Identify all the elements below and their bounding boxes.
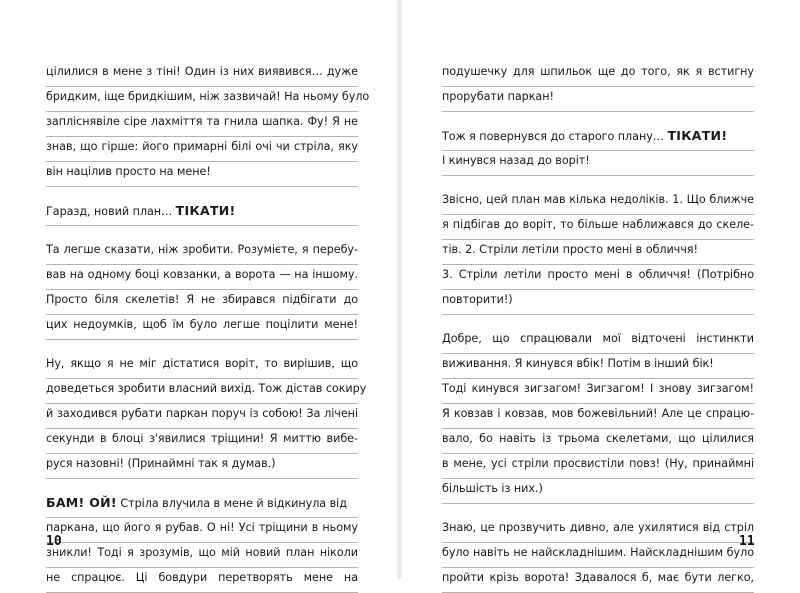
- page-number: 10: [46, 534, 62, 549]
- text-line: в мене, усі стріли просвистіли повз! (Ну, принаймні: [442, 454, 754, 479]
- text-line: повторити!): [442, 290, 754, 315]
- paragraph: [442, 126, 754, 176]
- text-line: подушечку для шпильок ще до того, як я встигну: [442, 62, 754, 87]
- text-line: більшість із них.): [442, 479, 754, 504]
- text-line: й заходився рубати паркан поруч із собою! За лічені: [46, 404, 358, 429]
- page-number: 11: [739, 534, 755, 549]
- left-text-column: [46, 62, 370, 593]
- paragraph: [46, 201, 358, 226]
- paragraph: [46, 240, 358, 340]
- paragraph: [46, 62, 370, 187]
- text-line: зникли! Тоді я зрозумів, що мій новий план ніколи: [46, 543, 358, 568]
- text-line: він націлив просто на мене!: [46, 162, 358, 187]
- text-line: не спрацює. Ці бовдури перетворять мене на: [46, 568, 358, 593]
- text-line: цих недоумків, щоб їм було легше поцілити мене!: [46, 315, 358, 340]
- text-line: Ну, якщо я не міг дістатися воріт, то вирішив, що: [46, 354, 358, 379]
- text-line: вав на одному боці ковзанки, а ворота — на іншому.: [46, 265, 358, 290]
- text-line: знав, що гірше: його примарні білі очі чи стріла, яку: [46, 137, 358, 162]
- left-page: [0, 0, 398, 584]
- text-span: Тож я повернувся до старого плану…: [442, 130, 664, 143]
- text-line: Добре, що спрацювали мої відточені інстинкти: [442, 329, 754, 354]
- text-line: доведеться зробити власний вихід. Тож дістав сокиру: [46, 379, 358, 404]
- shout-punct: !: [229, 203, 236, 218]
- text-line: тів. 2. Стріли летіли просто мені в обличчя!: [442, 240, 754, 265]
- text-line: запліснявіле сіре лахміття та гнила шапка. Фу! Я не: [46, 112, 358, 137]
- text-line: цілилися в мене з тіні! Один із них виявився… дуже: [46, 62, 358, 87]
- paragraph: [442, 518, 754, 593]
- text-line: [46, 493, 358, 518]
- right-page: [402, 0, 800, 584]
- text-line: Та легше сказати, ніж зробити. Розумієте, я перебу-: [46, 240, 358, 265]
- text-span: Стріла влучила в мене й відкинула від: [116, 497, 347, 510]
- text-line: Звісно, цей план мав кілька недоліків. 1. Що ближче: [442, 190, 754, 215]
- text-line: Просто біля скелетів! Я не збирався підбігати до: [46, 290, 358, 315]
- paragraph: [46, 493, 358, 593]
- paragraph: [46, 354, 367, 479]
- text-line: пройти крізь ворота! Здавалося б, має бути легко,: [442, 568, 754, 593]
- paragraph: [442, 62, 754, 112]
- text-line: руся назовні! (Принаймні так я думав.): [46, 454, 358, 479]
- text-line: паркана, що його я рубав. О ні! Усі тріщини в ньому: [46, 518, 358, 543]
- paragraph: [442, 329, 754, 504]
- text-line: [46, 201, 358, 226]
- text-line: Я ковзав і ковзав, мов божевільний! Але це спрацю-: [442, 404, 754, 429]
- text-line: прорубати паркан!: [442, 87, 754, 112]
- shout-word: БАМ! ОЙ!: [46, 495, 117, 510]
- paragraph: [442, 190, 754, 315]
- right-text-column: [442, 62, 754, 593]
- text-line: Тоді кинувся зигзагом! Зигзагом! І знову зигзагом!: [442, 379, 754, 404]
- text-line: бридким, іще бридкішим, ніж зазвичай! На ньому було: [46, 87, 358, 112]
- text-span: Гаразд, новий план…: [46, 205, 173, 218]
- text-line: [442, 126, 754, 151]
- text-line: вало, бо навіть із трьома скелетами, що цілилися: [442, 429, 754, 454]
- text-line: секунди в блоці з'явилися тріщини! Я миттю вибе-: [46, 429, 358, 454]
- text-line: І кинувся назад до воріт!: [442, 151, 754, 176]
- shout-word: ТІКАТИ: [175, 203, 230, 218]
- text-line: Знаю, це прозвучить дивно, але ухилятися від стріл: [442, 518, 754, 543]
- shout-punct: !: [721, 128, 728, 143]
- text-line: було навіть не найскладнішим. Найскладнішим було: [442, 543, 754, 568]
- shout-word: ТІКАТИ: [667, 128, 722, 143]
- text-line: я підбігав до воріт, то більше наближався до скеле-: [442, 215, 754, 240]
- text-line: 3. Стріли летіли просто мені в обличчя! (Потрібно: [442, 265, 754, 290]
- text-line: виживання. Я кинувся вбік! Потім в інший бік!: [442, 354, 754, 379]
